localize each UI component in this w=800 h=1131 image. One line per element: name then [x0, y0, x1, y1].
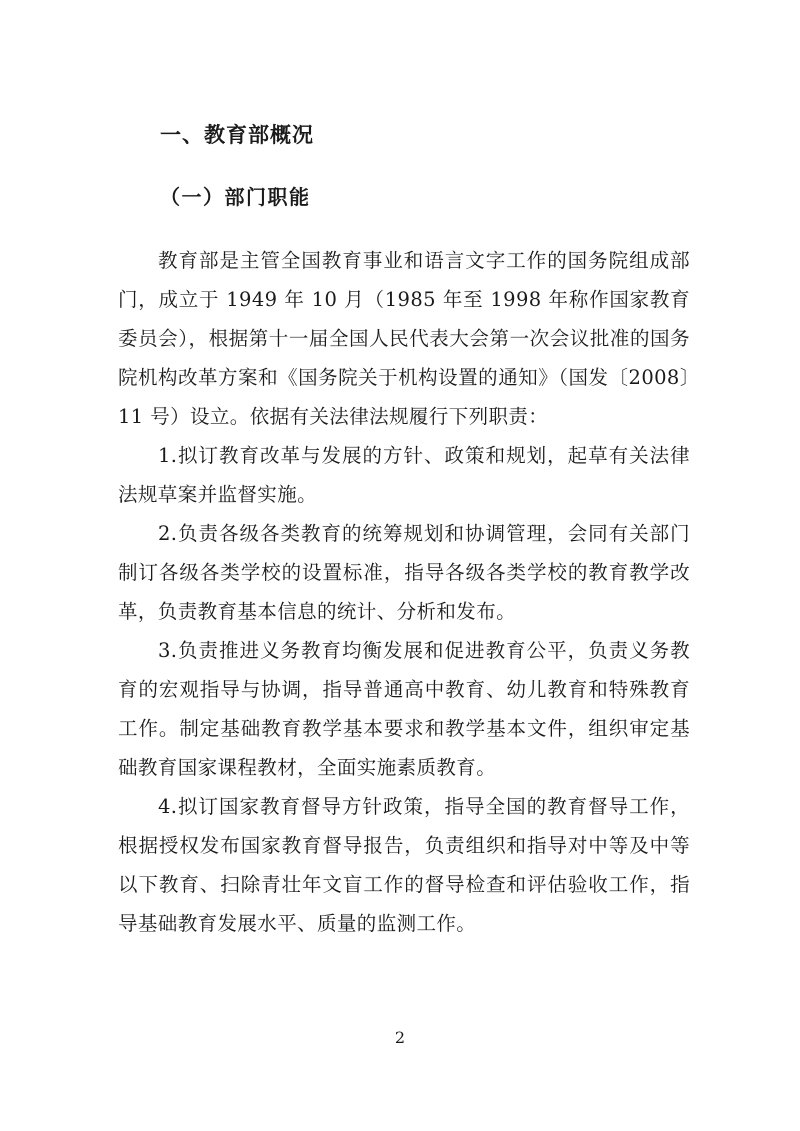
page-number: 2 — [394, 1028, 406, 1047]
paragraph-intro: 教育部是主管全国教育事业和语言文字工作的国务院组成部门，成立于 1949 年 10 月（1985 年至 1998 年称作国家教育委员会），根据第十一届全国人民代表大会第一次会议批准的国务院机构改革方案和《国务院关于机构设置的通知》（国发〔2008〕11 号）设立。依据有关法律法规履行下列职责： — [118, 249, 690, 429]
page-content — [118, 120, 690, 943]
section-heading-2: （一）部门职能 — [160, 185, 311, 210]
paragraph-duty-4: 4.拟订国家教育督导方针政策，指导全国的教育督导工作，根据授权发布国家教育督导报告，负责组织和指导对中等及中等以下教育、扫除青壮年文盲工作的督导检查和评估验收工作，指导基础教育发展水平、质量的监测工作。 — [118, 795, 690, 936]
paragraph-duty-1: 1.拟订教育改革与发展的方针、政策和规划，起草有关法律法规草案并监督实施。 — [118, 444, 690, 507]
section-heading-1: 一、教育部概况 — [160, 122, 314, 147]
paragraph-duty-2: 2.负责各级各类教育的统筹规划和协调管理，会同有关部门制订各级各类学校的设置标准，指导各级各类学校的教育教学改革，负责教育基本信息的统计、分析和发布。 — [118, 522, 690, 624]
paragraph-duty-3: 3.负责推进义务教育均衡发展和促进教育公平，负责义务教育的宏观指导与协调，指导普通高中教育、幼儿教育和特殊教育工作。制定基础教育教学基本要求和教学基本文件，组织审定基础教育国家课程教材，全面实施素质教育。 — [118, 639, 690, 780]
